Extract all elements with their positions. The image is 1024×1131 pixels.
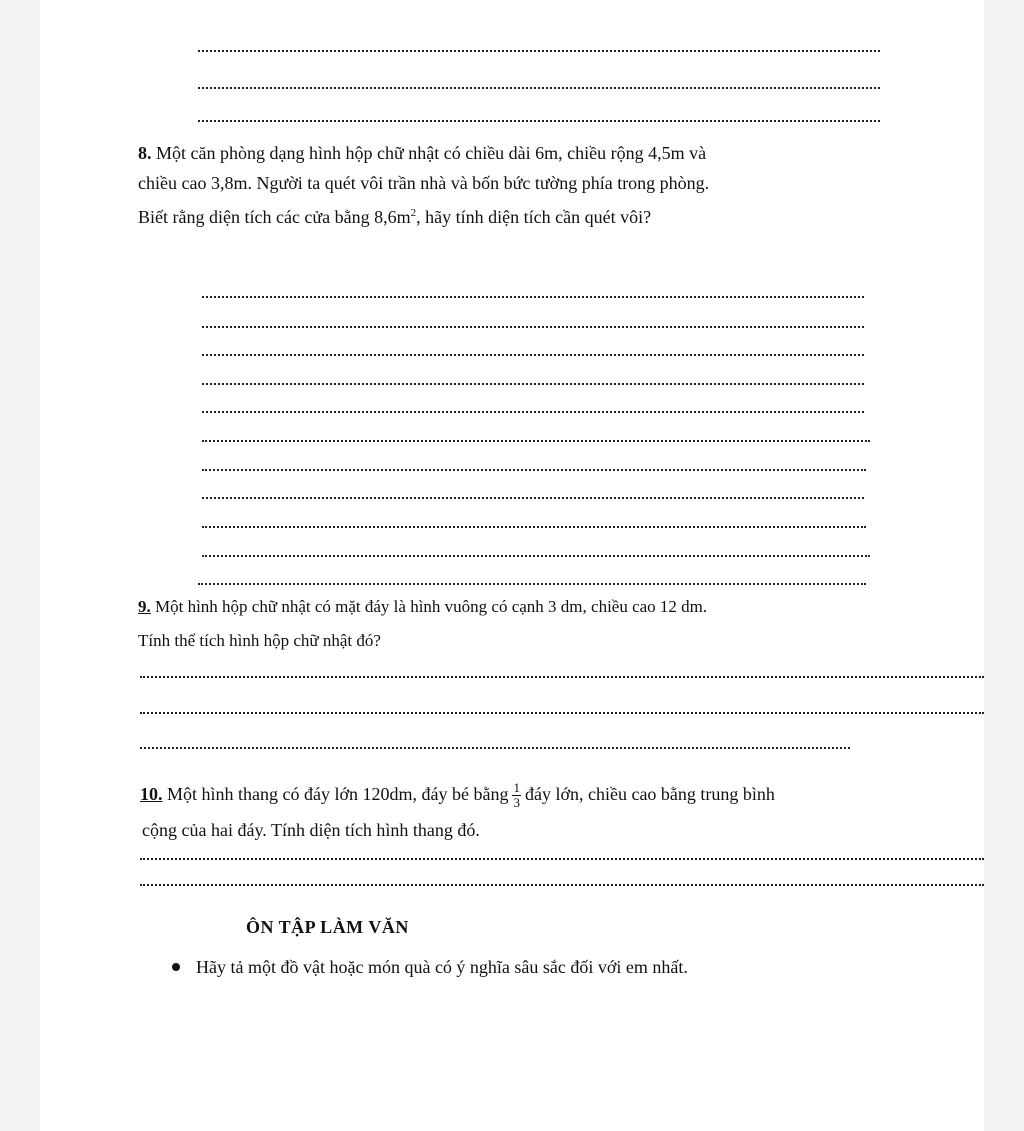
question-8-text-b: , hãy tính diện tích cần quét vôi? <box>416 207 652 227</box>
question-8-line-3 <box>138 198 709 232</box>
superscript: 2 <box>410 207 417 219</box>
question-10-text-b: đáy lớn, chiều cao bằng trung bình <box>524 784 775 804</box>
question-9-line-2: Tính thể tích hình hộp chữ nhật đó? <box>138 631 381 650</box>
question-8-text: Một căn phòng dạng hình hộp chữ nhật có chiều dài 6m, chiều rộng 4,5m và <box>151 143 707 163</box>
answer-line <box>202 497 864 499</box>
answer-line <box>202 383 864 385</box>
answer-line <box>140 676 984 678</box>
answer-line <box>198 50 880 52</box>
answer-line <box>140 884 984 886</box>
fraction-one-third <box>512 781 521 810</box>
answer-line <box>202 526 866 528</box>
question-8-line-1 <box>138 138 709 168</box>
question-10-line-1 <box>140 776 775 812</box>
answer-line <box>198 120 880 122</box>
answer-line <box>202 440 870 442</box>
question-10-text-a: Một hình thang có đáy lớn 120dm, đáy bé bằng <box>162 784 509 804</box>
question-9-line-1 <box>138 590 707 624</box>
answer-line <box>140 712 984 714</box>
question-8 <box>138 138 709 232</box>
answer-line <box>202 411 864 413</box>
answer-line <box>198 87 880 89</box>
question-8-number: 8. <box>138 143 152 163</box>
question-8-text-a: Biết rằng diện tích các cửa bằng 8,6m <box>138 207 411 227</box>
answer-line <box>202 326 864 328</box>
question-10-number: 10. <box>140 784 163 804</box>
question-10-line-2: cộng của hai đáy. Tính diện tích hình thang đó. <box>142 820 480 840</box>
answer-line <box>202 296 864 298</box>
bullet-icon <box>172 963 180 971</box>
question-8-line-2: chiều cao 3,8m. Người ta quét vôi trần nhà và bốn bức tường phía trong phòng. <box>138 173 710 193</box>
fraction-numerator: 1 <box>513 780 520 796</box>
answer-line <box>202 469 866 471</box>
question-9 <box>138 590 707 658</box>
essay-prompt: Hãy tả một đồ vật hoặc món quà có ý nghĩa sâu sắc đối với em nhất. <box>196 957 688 977</box>
answer-line <box>140 858 984 860</box>
question-10 <box>140 776 775 848</box>
answer-line <box>198 583 866 585</box>
fraction-denominator: 3 <box>513 795 520 811</box>
answer-line <box>140 747 850 749</box>
section-heading: ÔN TẬP LÀM VĂN <box>246 917 409 937</box>
question-9-number: 9. <box>138 597 151 616</box>
answer-line <box>202 555 870 557</box>
answer-line <box>202 354 864 356</box>
worksheet-page <box>40 0 984 1131</box>
question-9-text: Một hình hộp chữ nhật có mặt đáy là hình vuông có cạnh 3 dm, chiều cao 12 dm. <box>150 597 708 616</box>
